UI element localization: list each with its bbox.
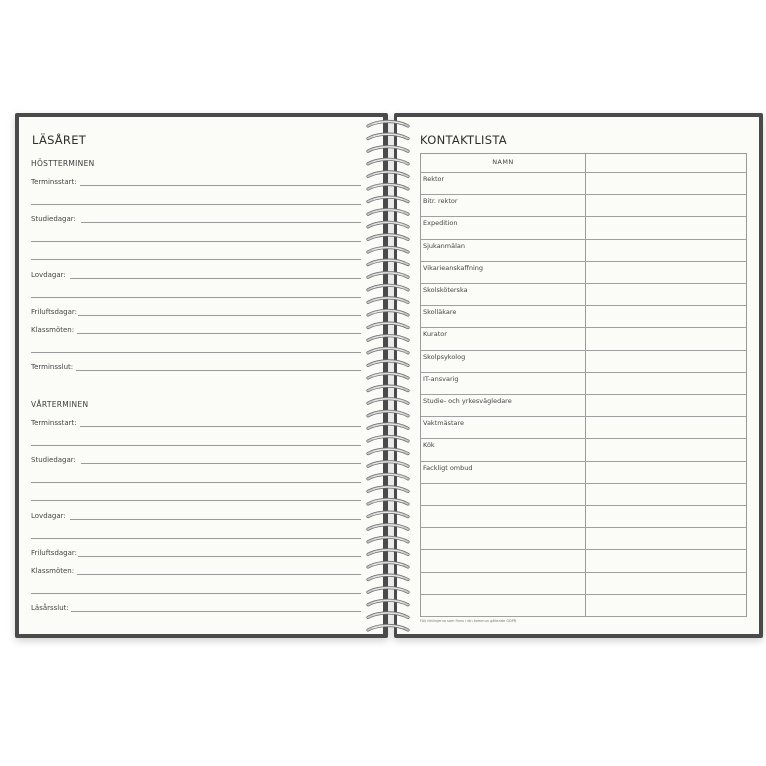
write-line: [81, 222, 361, 223]
spiral-coil: [368, 260, 408, 265]
spiral-coil: [368, 235, 408, 240]
contact-row-label: IT-ansvarig: [423, 374, 459, 383]
spiral-coil: [368, 626, 408, 631]
spiral-coil: [368, 159, 408, 164]
field-label-autumn-end: Terminsslut:: [31, 363, 74, 371]
write-line: [31, 538, 361, 539]
write-line: [31, 482, 361, 483]
table-row-divider: [421, 438, 746, 439]
field-label-spring-holidays: Lovdagar:: [31, 512, 66, 520]
contact-row-label: Vaktmästare: [423, 419, 464, 428]
spiral-coil: [368, 449, 408, 454]
contact-row-label: Fackligt ombud: [423, 463, 473, 472]
spiral-coil: [368, 613, 408, 618]
spiral-binding: [365, 117, 411, 637]
table-row-divider: [421, 239, 746, 240]
contact-row-label: Skolpsykolog: [423, 352, 466, 361]
table-row-divider: [421, 549, 746, 550]
column-header-name: NAMN: [492, 158, 514, 166]
write-line: [81, 463, 361, 464]
gdpr-footnote: Följ riktlinjerna som finns i din kommun gällande GDPR.: [420, 619, 518, 623]
table-row-divider: [421, 216, 746, 217]
spiral-coil: [368, 134, 408, 139]
contact-row-label: Kök: [423, 441, 435, 450]
write-line: [31, 593, 361, 594]
section-heading-spring: VÅRTERMINEN: [31, 400, 89, 409]
spiral-coil: [368, 361, 408, 366]
write-line: [71, 611, 361, 612]
section-heading-autumn: HÖSTTERMINEN: [31, 159, 95, 168]
field-label-spring-start: Terminsstart:: [31, 419, 77, 427]
spiral-coil: [368, 197, 408, 202]
spiral-coil: [368, 411, 408, 416]
spiral-coil: [368, 147, 408, 152]
write-line: [31, 259, 361, 260]
spiral-coil: [368, 210, 408, 215]
write-line: [31, 204, 361, 205]
contact-row-label: Sjukanmälan: [423, 241, 466, 250]
table-row-divider: [421, 261, 746, 262]
table-row-divider: [421, 416, 746, 417]
write-line: [77, 574, 361, 575]
spiral-coil: [368, 386, 408, 391]
table-row-divider: [421, 461, 746, 462]
table-row-divider: [421, 572, 746, 573]
spiral-coil: [368, 172, 408, 177]
spiral-coil: [368, 248, 408, 253]
column-divider: [585, 154, 586, 616]
spiral-coil: [368, 600, 408, 605]
write-line: [31, 352, 361, 353]
table-row-divider: [421, 505, 746, 506]
write-line: [70, 278, 361, 279]
write-line: [80, 426, 361, 427]
write-line: [31, 297, 361, 298]
spiral-coil: [368, 563, 408, 568]
spiral-coil: [368, 474, 408, 479]
left-page: [19, 117, 383, 634]
table-row-divider: [421, 305, 746, 306]
contact-row-label: Expedition: [423, 219, 458, 228]
spiral-coil: [368, 336, 408, 341]
spiral-coil: [368, 273, 408, 278]
write-line: [80, 185, 361, 186]
table-row-divider: [421, 372, 746, 373]
field-label-autumn-outdoor-days: Friluftsdagar:: [31, 308, 78, 316]
field-label-spring-study-days: Studiedagar:: [31, 456, 76, 464]
spiral-coil: [368, 537, 408, 542]
table-row-divider: [421, 327, 746, 328]
field-label-autumn-study-days: Studiedagar:: [31, 215, 76, 223]
contact-row-label: Vikarieanskaffning: [423, 263, 483, 272]
spiral-coil: [368, 185, 408, 190]
spiral-coil: [368, 588, 408, 593]
table-row-divider: [421, 283, 746, 284]
contact-row-label: Skolsköterska: [423, 286, 468, 294]
write-line: [31, 500, 361, 501]
spiral-coil: [368, 424, 408, 429]
spiral-coil: [368, 222, 408, 227]
contact-row-label: Kurator: [423, 330, 447, 339]
page-title-kontaktlista: KONTAKTLISTA: [420, 133, 507, 147]
table-row-divider: [421, 350, 746, 351]
write-line: [77, 333, 361, 334]
write-line: [78, 315, 361, 316]
write-line: [70, 519, 361, 520]
spiral-coil: [368, 487, 408, 492]
table-row-divider: [421, 394, 746, 395]
spiral-coil: [368, 500, 408, 505]
contact-row-label: Studie- och yrkesvägledare: [423, 397, 512, 405]
spiral-coil: [368, 348, 408, 353]
spiral-coil: [368, 323, 408, 328]
contact-row-label: Bitr. rektor: [423, 197, 458, 206]
write-line: [78, 556, 361, 557]
write-line: [76, 370, 361, 371]
spiral-coil: [368, 122, 408, 127]
table-row-divider: [421, 483, 746, 484]
table-header-divider: [421, 172, 746, 173]
spiral-coil: [368, 550, 408, 555]
field-label-autumn-holidays: Lovdagar:: [31, 271, 66, 279]
spiral-coil: [368, 512, 408, 517]
field-label-autumn-class-meetings: Klassmöten:: [31, 326, 75, 334]
table-row-divider: [421, 616, 746, 617]
contact-table: [420, 153, 747, 617]
spiral-coil: [368, 575, 408, 580]
write-line: [31, 445, 361, 446]
spiral-coil: [368, 285, 408, 290]
spiral-coil: [368, 437, 408, 442]
field-label-spring-class-meetings: Klassmöten:: [31, 567, 75, 575]
spiral-coil: [368, 374, 408, 379]
table-row-divider: [421, 527, 746, 528]
field-label-school-year-end: Läsårsslut:: [31, 604, 69, 612]
field-label-autumn-start: Terminsstart:: [31, 178, 77, 186]
contact-row-label: Skolläkare: [423, 308, 457, 317]
write-line: [31, 241, 361, 242]
spiral-coil: [368, 462, 408, 467]
spiral-coil: [368, 399, 408, 404]
spiral-coil: [368, 525, 408, 530]
table-row-divider: [421, 194, 746, 195]
table-row-divider: [421, 594, 746, 595]
right-page: [397, 117, 759, 634]
page-title-lasaret: LÄSÅRET: [32, 133, 87, 147]
contact-row-label: Rektor: [423, 175, 445, 183]
spiral-coil: [368, 311, 408, 316]
field-label-spring-outdoor-days: Friluftsdagar:: [31, 549, 78, 557]
spiral-coil: [368, 298, 408, 303]
